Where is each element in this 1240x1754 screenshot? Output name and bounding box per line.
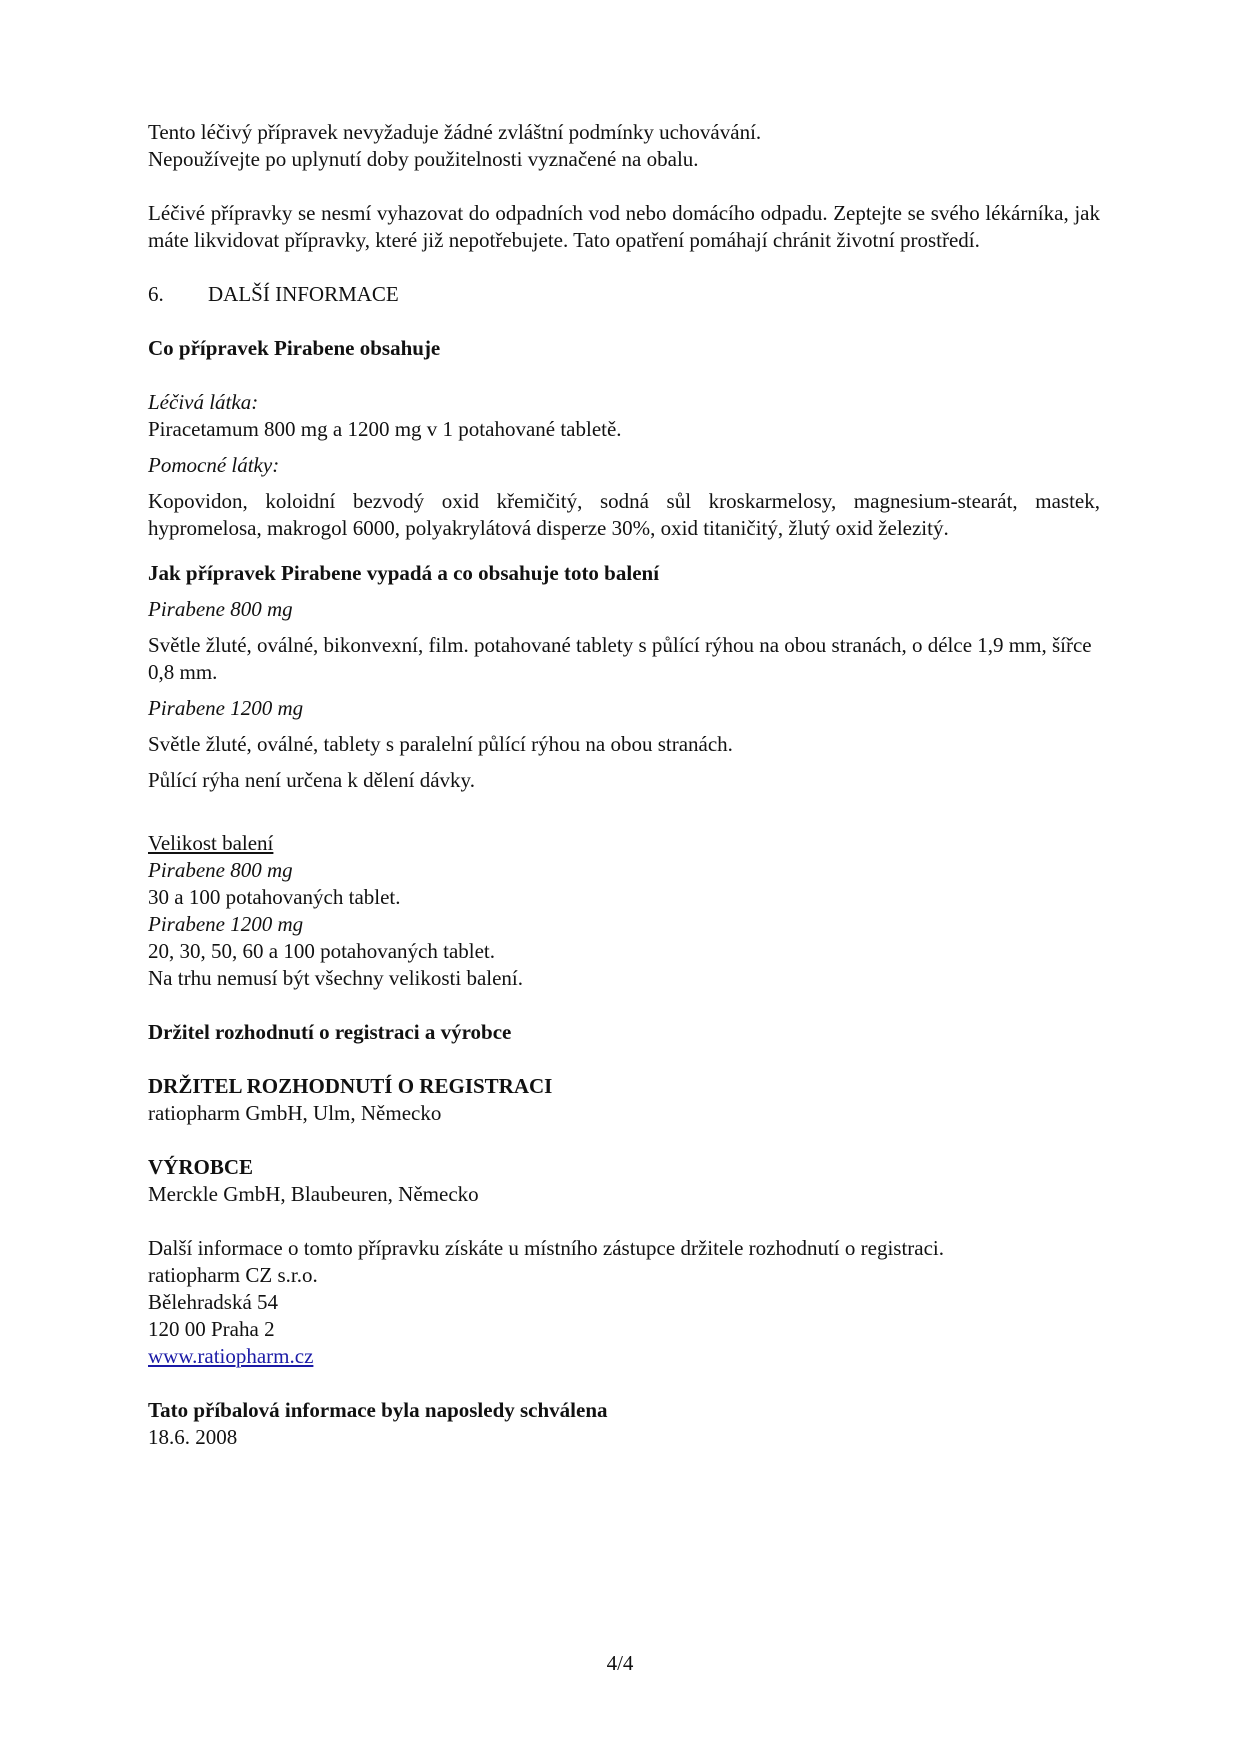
page-content	[148, 119, 1100, 1451]
website-link[interactable]: www.ratiopharm.cz	[148, 1344, 314, 1368]
manufacturer-name: Merckle GmbH, Blaubeuren, Německo	[148, 1182, 479, 1206]
active-substance-text: Piracetamum 800 mg a 1200 mg v 1 potahované tabletě.	[148, 417, 622, 441]
mah-name: ratiopharm GmbH, Ulm, Německo	[148, 1101, 442, 1125]
local-rep-city: 120 00 Praha 2	[148, 1317, 275, 1341]
section-6-heading	[148, 281, 1100, 308]
pack-800-sizes: 30 a 100 potahovaných tablet.	[148, 885, 401, 909]
approval-heading: Tato příbalová informace byla naposledy schválena	[148, 1398, 608, 1422]
mah-title: DRŽITEL ROZHODNUTÍ O REGISTRACI	[148, 1074, 553, 1098]
pirabene-800-label: Pirabene 800 mg	[148, 597, 293, 621]
active-substance-label: Léčivá látka:	[148, 390, 259, 414]
holder-heading: Držitel rozhodnutí o registraci a výrobce	[148, 1020, 512, 1044]
section-title: DALŠÍ INFORMACE	[208, 282, 399, 306]
pack-size-heading: Velikost balení	[148, 831, 274, 855]
pack-availability-note: Na trhu nemusí být všechny velikosti balení.	[148, 966, 524, 990]
score-line-note: Půlící rýha není určena k dělení dávky.	[148, 768, 475, 792]
pack-1200-label: Pirabene 1200 mg	[148, 912, 304, 936]
local-rep-intro: Další informace o tomto přípravku získáte u místního zástupce držitele rozhodnutí o registraci.	[148, 1236, 945, 1260]
excipients-text: Kopovidon, koloidní bezvodý oxid křemičitý, sodná sůl kroskarmelosy, magnesium-stearát, mastek, hypromelosa, makrogol 6000, polyakrylátová disperze 30%, oxid titaničitý, žlutý oxid železitý.	[148, 489, 1100, 540]
pack-800-label: Pirabene 800 mg	[148, 858, 293, 882]
appearance-heading: Jak přípravek Pirabene vypadá a co obsahuje toto balení	[148, 561, 660, 585]
disposal-paragraph: Léčivé přípravky se nesmí vyhazovat do odpadních vod nebo domácího odpadu. Zeptejte se svého lékárníka, jak máte likvidovat přípravky, které již nepotřebujete. Tato opatření pomáhají chránit životní prostředí.	[148, 201, 1100, 252]
pirabene-800-description: Světle žluté, oválné, bikonvexní, film. potahované tablety s půlící rýhou na obou stranách, o délce 1,9 mm, šířce 0,8 mm.	[148, 633, 1092, 684]
storage-line-2: Nepoužívejte po uplynutí doby použitelnosti vyznačené na obalu.	[148, 147, 699, 171]
contents-heading: Co přípravek Pirabene obsahuje	[148, 336, 441, 360]
pirabene-1200-label: Pirabene 1200 mg	[148, 696, 304, 720]
page-number: 4/4	[606, 1651, 634, 1675]
manufacturer-title: VÝROBCE	[148, 1155, 254, 1179]
local-rep-street: Bělehradská 54	[148, 1290, 279, 1314]
pack-1200-sizes: 20, 30, 50, 60 a 100 potahovaných tablet.	[148, 939, 496, 963]
pirabene-1200-description: Světle žluté, oválné, tablety s paralelní půlící rýhou na obou stranách.	[148, 732, 733, 756]
section-number: 6.	[148, 282, 164, 306]
storage-line-1: Tento léčivý přípravek nevyžaduje žádné zvláštní podmínky uchovávání.	[148, 120, 762, 144]
approval-date: 18.6. 2008	[148, 1425, 238, 1449]
excipients-label: Pomocné látky:	[148, 453, 280, 477]
local-rep-company: ratiopharm CZ s.r.o.	[148, 1263, 318, 1287]
